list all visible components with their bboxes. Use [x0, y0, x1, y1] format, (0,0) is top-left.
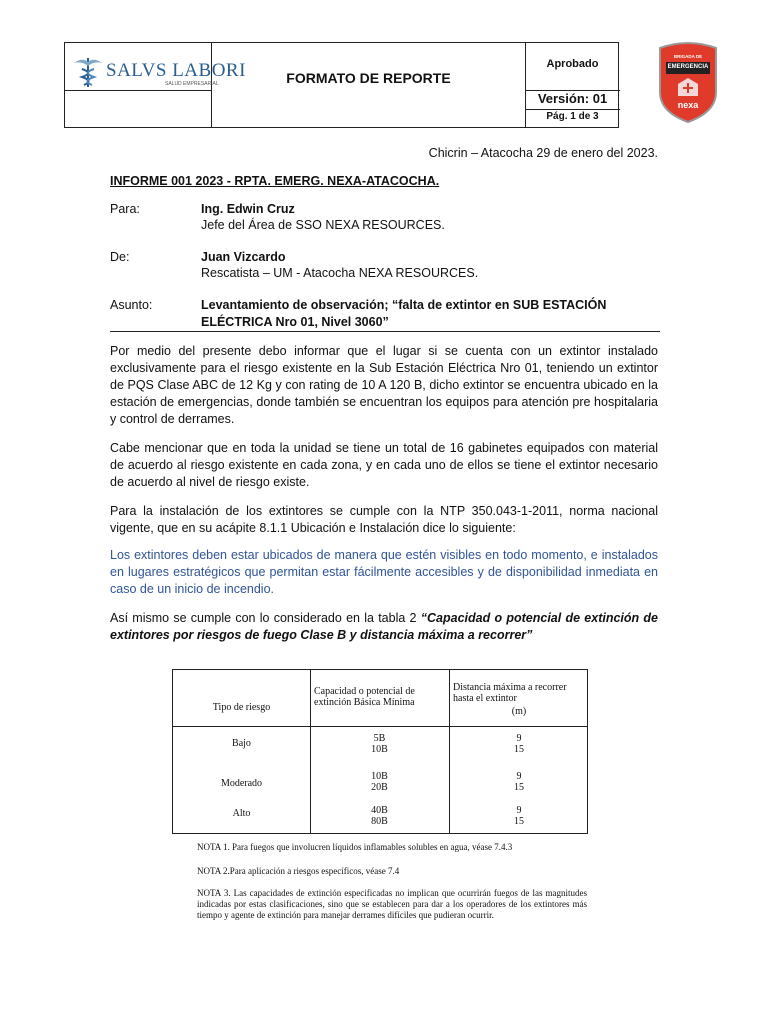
- page-number: Pág. 1 de 3: [546, 111, 599, 122]
- row-riesgo: Moderado: [220, 778, 263, 789]
- para-name: Ing. Edwin Cruz: [201, 202, 295, 216]
- table-note-2: NOTA 2.Para aplicación a riesgos específicos, véase 7.4: [197, 866, 400, 876]
- header-distancia: Distancia máxima a recorrer hasta el extintor: [453, 682, 567, 704]
- asunto-text: Levantamiento de observación; “falta de extintor en SUB ESTACIÓN ELÉCTRICA Nro 01, Nivel 3060”: [201, 298, 607, 329]
- header-unit: (m): [511, 706, 527, 717]
- version-label: Versión: 01: [537, 91, 608, 106]
- document-date: Chicrin – Atacocha 29 de enero del 2023.: [428, 146, 658, 160]
- paragraph-1: Por medio del presente debo informar que el lugar si se cuenta con un extintor instalado exclusivamente para el riesgo existente en la Sub Estación Eléctrica Nro 01, teniendo un extintor de PQS Clase ABC de 12 Kg y con rating de 10 A 120 B, dicho extintor se encuentra ubicado en la estación de emergencias, donde también se encuentran los equipos para atención pre hospitalaria y control de derrames.: [110, 344, 658, 426]
- header-capacidad: Capacidad o potencial de extinción Básica Mínima: [314, 686, 415, 708]
- row-capacidad: 40B 80B: [371, 805, 388, 827]
- row-riesgo: Bajo: [232, 738, 251, 749]
- row-distancia: 9 15: [514, 805, 524, 827]
- row-riesgo: Alto: [232, 808, 251, 819]
- paragraph-4: [110, 610, 658, 644]
- row-capacidad: 10B 20B: [371, 771, 388, 793]
- divider: [110, 331, 660, 332]
- table-note-1: NOTA 1. Para fuegos que involucren líquidos inflamables solubles en agua, véase 7.4.3: [197, 842, 513, 852]
- paragraph-3: Para la instalación de los extintores se cumple con la NTP 350.043-1-2011, norma nacional vigente, que en su acápite 8.1.1 Ubicación e Instalación dice lo siguiente:: [110, 504, 658, 535]
- table-2-title: “Capacidad o potencial de extinción de extintores por riesgos de fuego Clase B y distancia máxima a recorrer”: [110, 611, 658, 642]
- para-role: Jefe del Área de SSO NEXA RESOURCES.: [201, 218, 445, 232]
- paragraph-2: Cabe mencionar que en toda la unidad se tiene un total de 16 gabinetes equipados con material de acuerdo al riesgo existente en cada zona, y en cada uno de ellos se tiene el extintor necesario de acuerdo al nivel de riesgo existe.: [110, 441, 658, 489]
- salvs-labori-logo: [70, 55, 246, 91]
- badge-line-3: nexa: [677, 100, 699, 110]
- ntp-quote: Los extintores deben estar ubicados de manera que estén visibles en todo momento, e instalados en lugares estratégicos que permitan estar fácilmente accesibles y de disponibilidad inmediata en caso de un inicio de incendio.: [110, 548, 658, 596]
- report-format-title: FORMATO DE REPORTE: [286, 70, 451, 86]
- row-distancia: 9 15: [514, 733, 524, 755]
- de-label: De:: [110, 250, 130, 264]
- asunto-label: Asunto:: [110, 298, 153, 312]
- paragraph-4-lead: Así mismo se cumple con lo considerado en la tabla 2: [110, 611, 421, 625]
- badge-line-2: EMERGENCIA: [667, 64, 709, 70]
- report-number: INFORME 001 2023 - RPTA. EMERG. NEXA-ATACOCHA.: [110, 174, 440, 188]
- table-note-3: NOTA 3. Las capacidades de extinción especificadas no implican que ocurrirán fuegos de las magnitudes indicadas por estas clasificaciones, sino que se establecen para dar a los operadores de los extintores más tiempo y agente de extinción para manejar derrames difíciles que pudieran ocurrir.: [197, 888, 587, 920]
- approved-label: Aprobado: [546, 58, 599, 70]
- header-tipo-riesgo: Tipo de riesgo: [212, 702, 271, 713]
- caduceus-icon: [70, 55, 106, 89]
- brigada-emergencia-badge: [656, 40, 720, 124]
- logo-name: SALVS LABORI: [106, 60, 246, 81]
- row-capacidad: 5B 10B: [371, 733, 388, 755]
- extinguisher-capacity-table: [172, 669, 588, 834]
- de-role: Rescatista – UM - Atacocha NEXA RESOURCES.: [201, 266, 479, 280]
- de-name: Juan Vizcardo: [201, 250, 286, 264]
- logo-subtitle: SALUD EMPRESARIAL: [165, 81, 219, 87]
- para-label: Para:: [110, 202, 140, 216]
- badge-line-1: BRIGADA DE: [673, 54, 703, 59]
- row-distancia: 9 15: [514, 771, 524, 793]
